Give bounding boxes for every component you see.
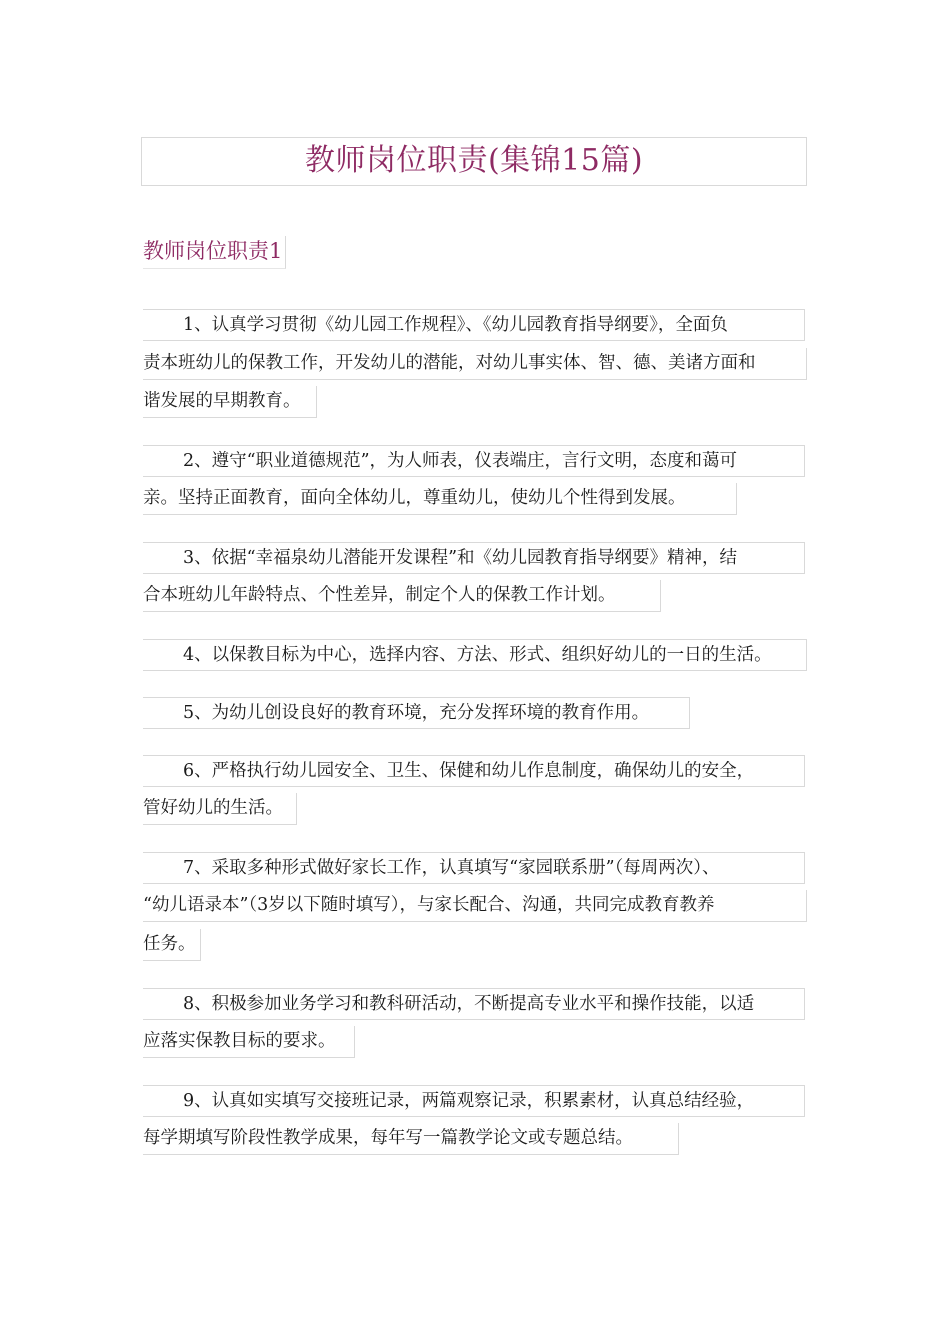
paragraph-2-line-1: 2、遵守“职业道德规范”，为人师表，仪表端庄，言行文明，态度和蔼可 [143, 445, 805, 477]
section-heading: 教师岗位职责1 [143, 236, 286, 269]
paragraph-2-line-2: 亲。坚持正面教育，面向全体幼儿，尊重幼儿，使幼儿个性得到发展。 [143, 483, 737, 515]
paragraph-3-line-2: 合本班幼儿年龄特点、个性差异，制定个人的保教工作计划。 [143, 580, 661, 612]
paragraph-5-line-1: 5、为幼儿创设良好的教育环境，充分发挥环境的教育作用。 [143, 697, 690, 729]
document-title: 教师岗位职责(集锦15篇) [304, 143, 644, 178]
paragraph-1-line-2: 责本班幼儿的保教工作，开发幼儿的潜能，对幼儿事实体、智、德、美诸方面和 [143, 348, 807, 380]
paragraph-1-line-1: 1、认真学习贯彻《幼儿园工作规程》、《幼儿园教育指导纲要》，全面负 [143, 309, 805, 341]
paragraph-6-line-1: 6、严格执行幼儿园安全、卫生、保健和幼儿作息制度，确保幼儿的安全， [143, 755, 805, 787]
document-title-box [141, 137, 807, 186]
paragraph-8-line-2: 应落实保教目标的要求。 [143, 1026, 355, 1058]
paragraph-4-line-1: 4、以保教目标为中心，选择内容、方法、形式、组织好幼儿的一日的生活。 [143, 639, 807, 671]
paragraph-3-line-1: 3、依据“幸福泉幼儿潜能开发课程”和《幼儿园教育指导纲要》精神，结 [143, 542, 805, 574]
paragraph-7-line-3: 任务。 [143, 929, 201, 961]
paragraph-9-line-2: 每学期填写阶段性教学成果，每年写一篇教学论文或专题总结。 [143, 1123, 679, 1155]
paragraph-6-line-2: 管好幼儿的生活。 [143, 793, 297, 825]
paragraph-8-line-1: 8、积极参加业务学习和教科研活动，不断提高专业水平和操作技能，以适 [143, 988, 805, 1020]
paragraph-7-line-1: 7、采取多种形式做好家长工作，认真填写“家园联系册”（每周两次）、 [143, 852, 805, 884]
paragraph-7-line-2: “幼儿语录本”（3岁以下随时填写），与家长配合、沟通，共同完成教育教养 [143, 890, 807, 922]
paragraph-9-line-1: 9、认真如实填写交接班记录，两篇观察记录，积累素材，认真总结经验， [143, 1085, 805, 1117]
paragraph-1-line-3: 谐发展的早期教育。 [143, 386, 317, 418]
